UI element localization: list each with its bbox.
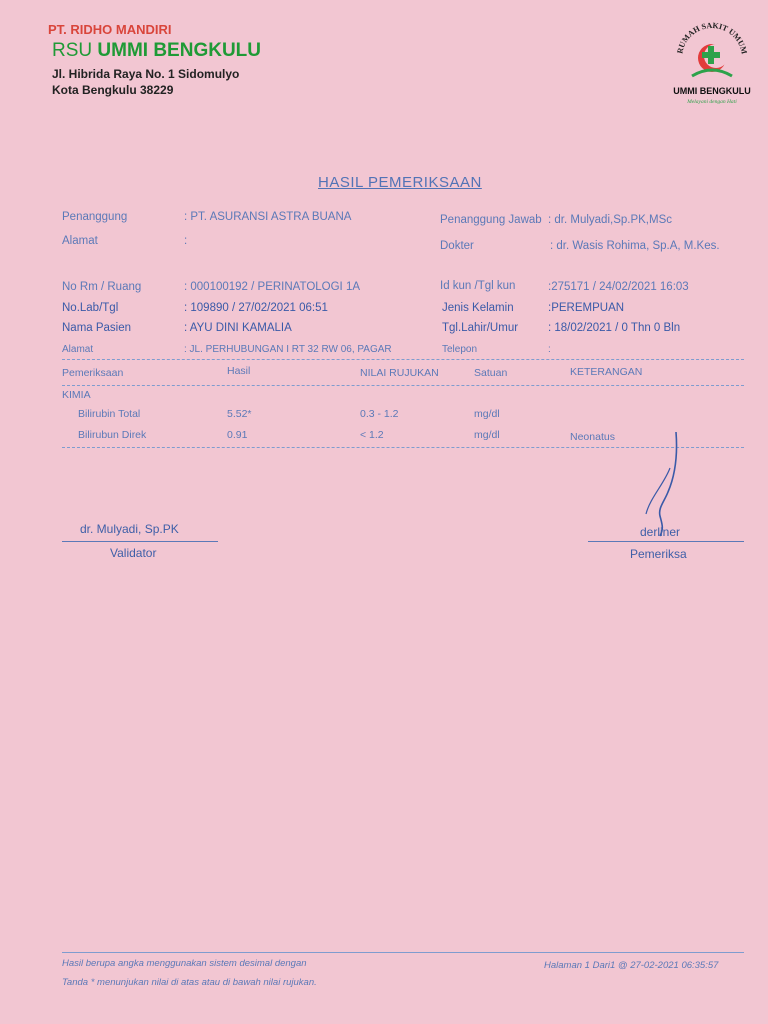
nama-value: : AYU DINI KAMALIA: [184, 322, 292, 334]
hospital-name: [52, 40, 261, 62]
row-rujukan: < 1.2: [360, 429, 384, 441]
hospital-prefix: RSU: [52, 40, 93, 61]
row-keterangan: Neonatus: [570, 431, 615, 443]
logo-name: UMMI BENGKULU: [673, 86, 751, 96]
idkun-label: Id kun /Tgl kun: [440, 280, 516, 292]
hospital-logo: [668, 14, 756, 106]
logo-emblem-icon: [668, 14, 756, 106]
alamat-label: Alamat: [62, 235, 98, 247]
th-keterangan: KETERANGAN: [570, 366, 643, 378]
footer-page-info: Halaman 1 Dari1 @ 27-02-2021 06:35:57: [544, 960, 719, 971]
dokter-value: : dr. Wasis Rohima, Sp.A, M.Kes.: [550, 240, 720, 252]
alamat2-label: Alamat: [62, 344, 94, 355]
validator-name: dr. Mulyadi, Sp.PK: [80, 522, 179, 536]
row-rujukan: 0.3 - 1.2: [360, 408, 399, 420]
address-line-2: Kota Bengkulu 38229: [52, 83, 174, 97]
table-top-rule: [62, 359, 744, 360]
nolab-value: : 109890 / 27/02/2021 06:51: [184, 302, 328, 314]
validator-rule: [62, 541, 218, 542]
dokter-label: Dokter: [440, 240, 474, 252]
th-rujukan: NILAI RUJUKAN: [360, 367, 439, 379]
norm-value: : 000100192 / PERINATOLOGI 1A: [184, 281, 361, 293]
footer-line-1: Hasil berupa angka menggunakan sistem desimal dengan: [62, 958, 307, 969]
nolab-label: No.Lab/Tgl: [62, 302, 119, 314]
pemeriksa-name: derliner: [640, 525, 681, 539]
tgl-value: : 18/02/2021 / 0 Thn 0 Bln: [548, 322, 681, 334]
document-title: HASIL PEMERIKSAAN: [318, 174, 482, 191]
pj-value: : dr. Mulyadi,Sp.PK,MSc: [548, 214, 672, 226]
th-hasil: Hasil: [227, 365, 251, 377]
telepon-value: :: [548, 344, 551, 355]
jk-value: :PEREMPUAN: [548, 302, 625, 314]
hospital-name-bold: UMMI BENGKULU: [97, 40, 262, 61]
nama-label: Nama Pasien: [62, 322, 132, 334]
row-name: Bilirubin Total: [78, 408, 141, 420]
logo-arc-text: RUMAH SAKIT UMUM: [675, 20, 749, 55]
idkun-value: :275171 / 24/02/2021 16:03: [548, 281, 689, 293]
address-line-1: Jl. Hibrida Raya No. 1 Sidomulyo: [52, 67, 240, 81]
norm-label: No Rm / Ruang: [62, 281, 142, 293]
table-section-label: KIMIA: [62, 389, 91, 401]
jk-label: Jenis Kelamin: [442, 302, 514, 314]
table-header-rule: [62, 385, 744, 386]
alamat-value: :: [184, 235, 188, 247]
company-name: PT. RIDHO MANDIRI: [48, 22, 172, 37]
penanggung-value: : PT. ASURANSI ASTRA BUANA: [184, 211, 352, 223]
pemeriksa-rule: [588, 541, 744, 542]
row-hasil: 5.52*: [227, 408, 252, 420]
row-name: Bilirubun Direk: [78, 429, 147, 441]
penanggung-label: Penanggung: [62, 211, 128, 223]
row-satuan: mg/dl: [474, 429, 500, 441]
row-hasil: 0.91: [227, 429, 248, 441]
telepon-label: Telepon: [442, 344, 478, 355]
alamat2-value: : JL. PERHUBUNGAN I RT 32 RW 06, PAGAR: [184, 344, 392, 355]
footer-line-2: Tanda * menunjukan nilai di atas atau di bawah nilai rujukan.: [62, 977, 317, 988]
validator-role: Validator: [110, 546, 157, 560]
th-pemeriksaan: Pemeriksaan: [62, 367, 124, 379]
pj-label: Penanggung Jawab: [440, 214, 542, 226]
hospital-address: [52, 66, 239, 98]
row-satuan: mg/dl: [474, 408, 500, 420]
footer-rule: [62, 952, 744, 953]
th-satuan: Satuan: [474, 367, 508, 379]
logo-tagline: Melayani dengan Hati: [687, 99, 737, 105]
tgl-label: Tgl.Lahir/Umur: [442, 322, 519, 334]
pemeriksa-role: Pemeriksa: [630, 547, 687, 561]
